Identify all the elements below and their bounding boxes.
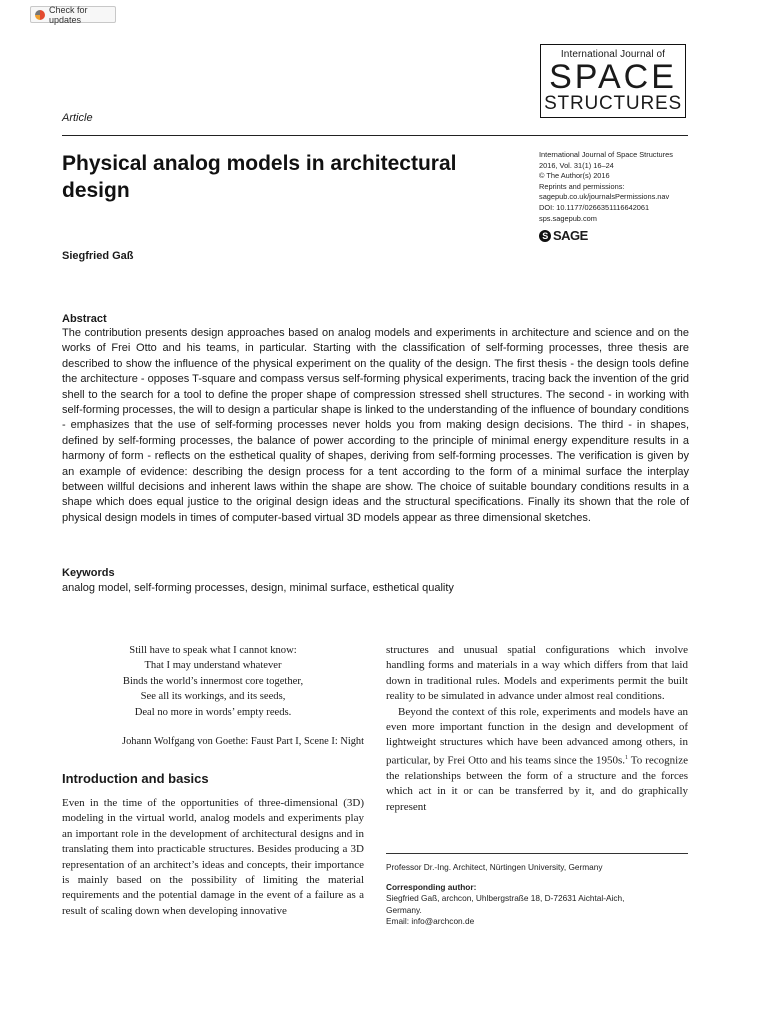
affiliation: Professor Dr.-Ing. Architect, Nürtingen University, Germany: [386, 862, 603, 872]
epigraph-line: Still have to speak what I cannot know:: [129, 645, 297, 656]
epigraph-line: Binds the world’s innermost core together,: [122, 675, 304, 687]
epigraph-line: See all its workings, and its seeds,: [140, 691, 286, 703]
abstract-heading: Abstract: [62, 313, 107, 325]
check-for-updates-button[interactable]: [30, 6, 116, 23]
journal-logo-space: SPACE: [549, 58, 677, 96]
epigraph: [62, 643, 364, 720]
section-heading: Introduction and basics: [62, 771, 209, 786]
paper-title: Physical analog models in architectural design: [62, 152, 457, 202]
meta-reprints: Reprints and permissions:: [539, 181, 625, 191]
sage-logo: [539, 228, 588, 243]
author-name: Siegfried Gaß: [62, 250, 134, 262]
meta-doi[interactable]: DOI: 10.1177/0266351116642061: [539, 202, 650, 212]
journal-logo: [540, 44, 686, 118]
meta-journal: International Journal of Space Structures: [539, 150, 673, 159]
check-for-updates-label: Check for updates: [49, 4, 88, 25]
abstract-text: The contribution presents design approaches based on analog models and experiments in architecture and science and on the works of Frei Otto and his teams, in particular. Starting with the classification of self-forming processes, three thesis are described to show the influence of the physical experiment on the quality of the design. The first thesis - the design tools define the architecture - opposes T-square and compass versus self-forming physical experiments, tracing back the invention of the grid shell to the search for a tool to define the proper shape of compression stressed shell structures. The second - in working with self-forming processes, the will to design a particular shape is linked to the understanding of the influence of boundary conditions - emphasizes that the use of self-forming processes never holds you from making design decisions. The third - in shapes, defined by self-forming processes, the balance of power according to the principle of minimal energy expenditure results in a harmony of form - reflects on the esthetical quality of shapes, deriving from self-forming processes. The verification is given by an example of evidence: describing the design process for a tent according to the form of a minimal surface the interplay between willful decisions and inherent laws within the shape are show. The choice of suitable boundary conditions results in a shape which does equal justice to the original design ideas and the structural specifications. Finally its shown that the role of physical design models in times of computer-based virtual 3D models appear as three dimensional sketches.: [62, 327, 689, 524]
body-text: To recognize the relationships between the form of a structure and the forces which act in it or can be transferred by it, and do graphically represent: [386, 754, 688, 813]
body-paragraph: [386, 705, 688, 816]
sage-logo-text: SAGE: [553, 228, 588, 243]
corresponding-email[interactable]: Email: info@archcon.de: [386, 916, 475, 927]
footnote-divider: [386, 853, 688, 854]
footnotes: [386, 862, 688, 928]
journal-logo-top: International Journal of: [560, 49, 666, 60]
epigraph-line: That I may understand whatever: [144, 660, 282, 672]
keywords-heading: Keywords: [62, 567, 115, 579]
meta-copyright: © The Author(s) 2016: [539, 171, 610, 181]
meta-volume: 2016, Vol. 31(1) 16–24: [539, 160, 614, 170]
journal-metadata: [539, 150, 699, 224]
epigraph-source: Johann Wolfgang von Goethe: Faust Part I, Scene I: Night: [122, 736, 364, 747]
footnote-ref[interactable]: 1: [625, 754, 629, 761]
keywords-text: analog model, self-forming processes, design, minimal surface, esthetical quality: [62, 582, 454, 594]
journal-logo-structures: STRUCTURES: [544, 93, 682, 114]
header-divider: [62, 135, 688, 136]
meta-journal-site[interactable]: sps.sagepub.com: [539, 213, 597, 223]
body-right-column: [386, 643, 688, 815]
meta-permissions-link[interactable]: sagepub.co.uk/journalsPermissions.nav: [539, 192, 670, 202]
article-type-label: Article: [62, 112, 93, 124]
body-paragraph: Even in the time of the opportunities of three-dimensional (3D) modeling in the virtual world, analog models and experiments play an important role in the development of architectural designs and in translating them into practicable structures. Besides producing a 3D representation of an architect’s ideas and concepts, their importance is mainly based on the possibility of limiting the material requirements and the potential damage in the event of a failure as a result of scaling down when developing innovative: [62, 797, 364, 917]
sage-icon: S: [539, 230, 551, 242]
body-text: Beyond the context of this role, experiments and models have an even more important function in the design and development of lightweight structures which have been advanced among others, in particular, by Frei Otto and his teams since the 1950s.: [386, 705, 688, 767]
corresponding-country: Germany.: [386, 904, 422, 915]
corresponding-address: Siegfried Gaß, archcon, Uhlbergstraße 18, D-72631 Aichtal-Aich,: [386, 893, 625, 904]
corresponding-author-heading: Corresponding author:: [386, 881, 477, 892]
body-paragraph: structures and unusual spatial configurations which involve handling forms and materials in a way which differs from that laid down in traditional rules. Models and experiments permit the built reality to be simulated in advance under almost real conditions.: [386, 644, 688, 703]
epigraph-line: Deal no more in words’ empty reeds.: [134, 706, 292, 718]
body-left-column: [62, 796, 364, 919]
crossmark-icon: [35, 10, 45, 20]
